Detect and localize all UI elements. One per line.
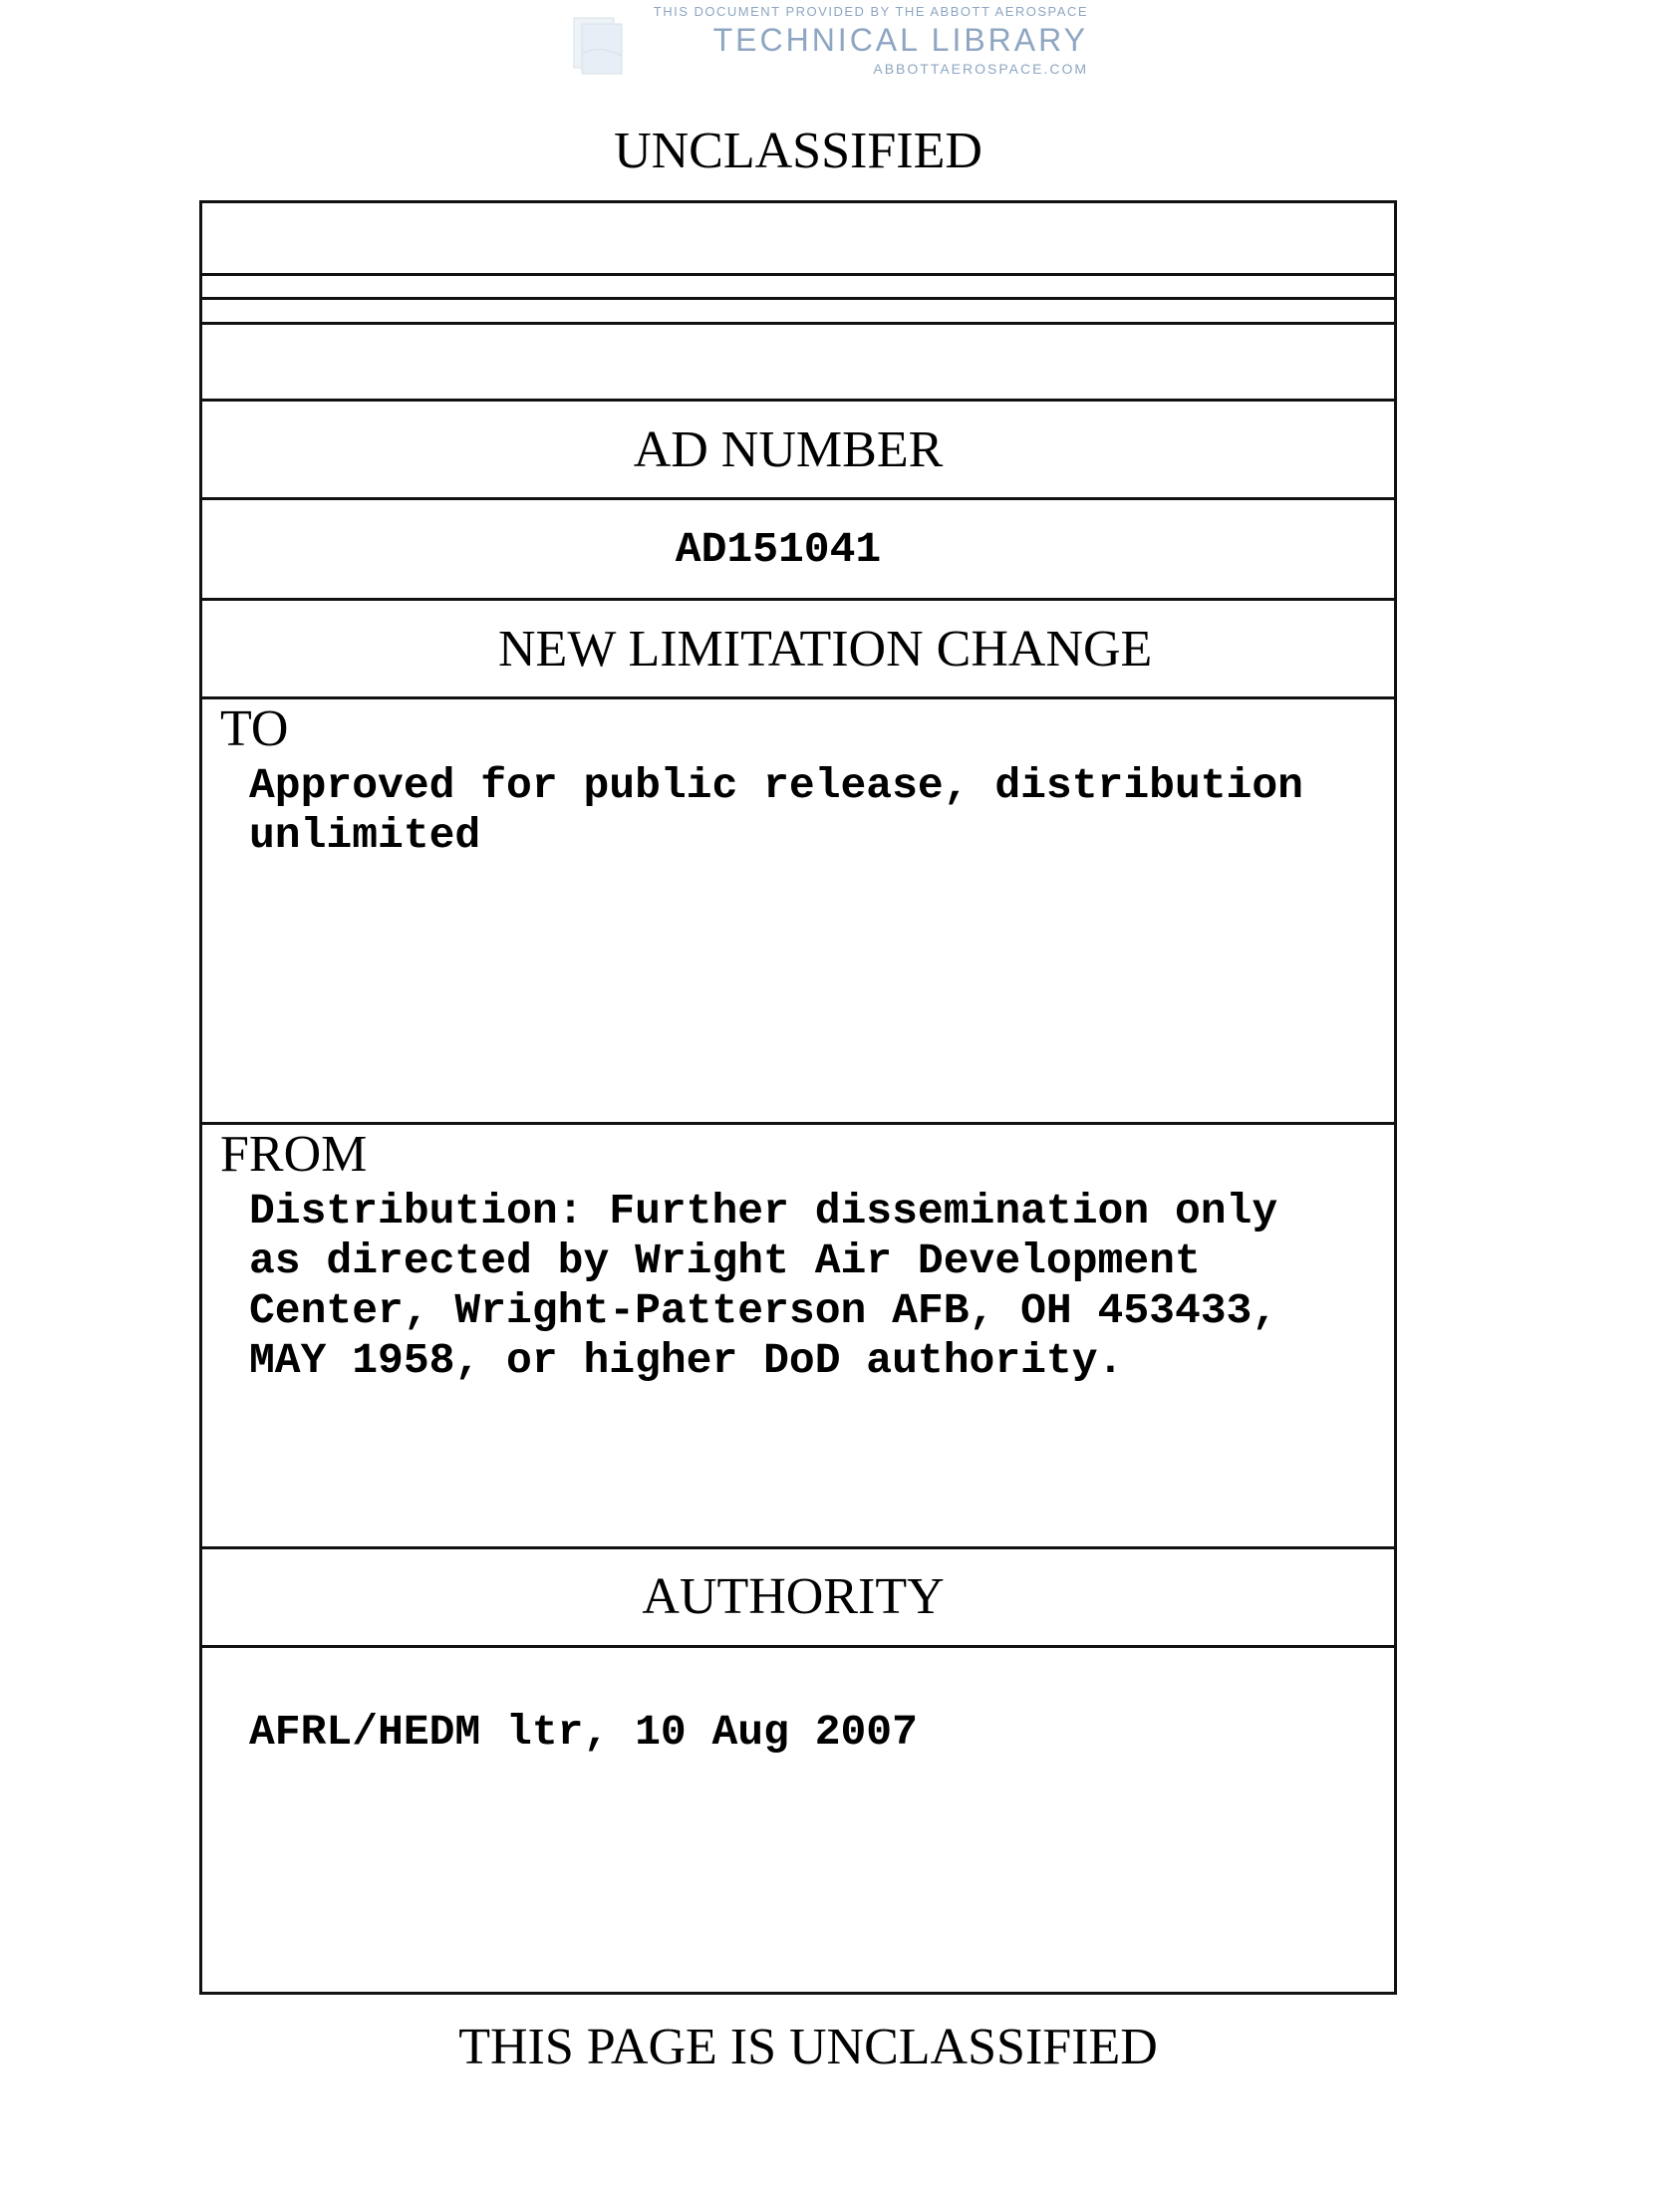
divider xyxy=(199,497,1397,500)
abbott-aerospace-watermark-logo xyxy=(570,4,1088,80)
to-line: unlimited xyxy=(249,811,481,860)
divider xyxy=(199,297,1397,300)
divider xyxy=(199,598,1397,601)
from-line: Center, Wright-Patterson AFB, OH 453433, xyxy=(249,1286,1278,1335)
from-line: as directed by Wright Air Development xyxy=(249,1236,1201,1285)
classification-footer: THIS PAGE IS UNCLASSIFIED xyxy=(458,2019,1158,2075)
from-label: FROM xyxy=(220,1126,368,1183)
classification-header: UNCLASSIFIED xyxy=(614,123,982,179)
to-label: TO xyxy=(220,700,289,757)
divider xyxy=(199,322,1397,325)
to-text xyxy=(249,761,1303,861)
divider xyxy=(199,696,1397,699)
change-title: NEW LIMITATION CHANGE xyxy=(498,621,1153,678)
watermark-line2: TECHNICAL LIBRARY xyxy=(712,22,1088,58)
watermark-line3: ABBOTTAEROSPACE.COM xyxy=(873,61,1088,77)
divider xyxy=(199,399,1397,402)
watermark-line1: THIS DOCUMENT PROVIDED BY THE ABBOTT AEROSPACE xyxy=(653,4,1088,19)
from-text xyxy=(249,1187,1277,1386)
divider xyxy=(199,1122,1397,1125)
divider xyxy=(199,1546,1397,1549)
from-line: Distribution: Further dissemination only xyxy=(249,1187,1278,1235)
divider xyxy=(199,1645,1397,1648)
document-pages-icon xyxy=(570,14,640,76)
authority-value: AFRL/HEDM ltr, 10 Aug 2007 xyxy=(249,1708,918,1757)
divider xyxy=(199,273,1397,276)
to-line: Approved for public release, distribution xyxy=(249,761,1303,810)
ad-number-label: AD NUMBER xyxy=(633,421,944,478)
from-line: MAY 1958, or higher DoD authority. xyxy=(249,1336,1124,1385)
ad-number-value: AD151041 xyxy=(675,525,882,574)
authority-label: AUTHORITY xyxy=(642,1568,945,1625)
